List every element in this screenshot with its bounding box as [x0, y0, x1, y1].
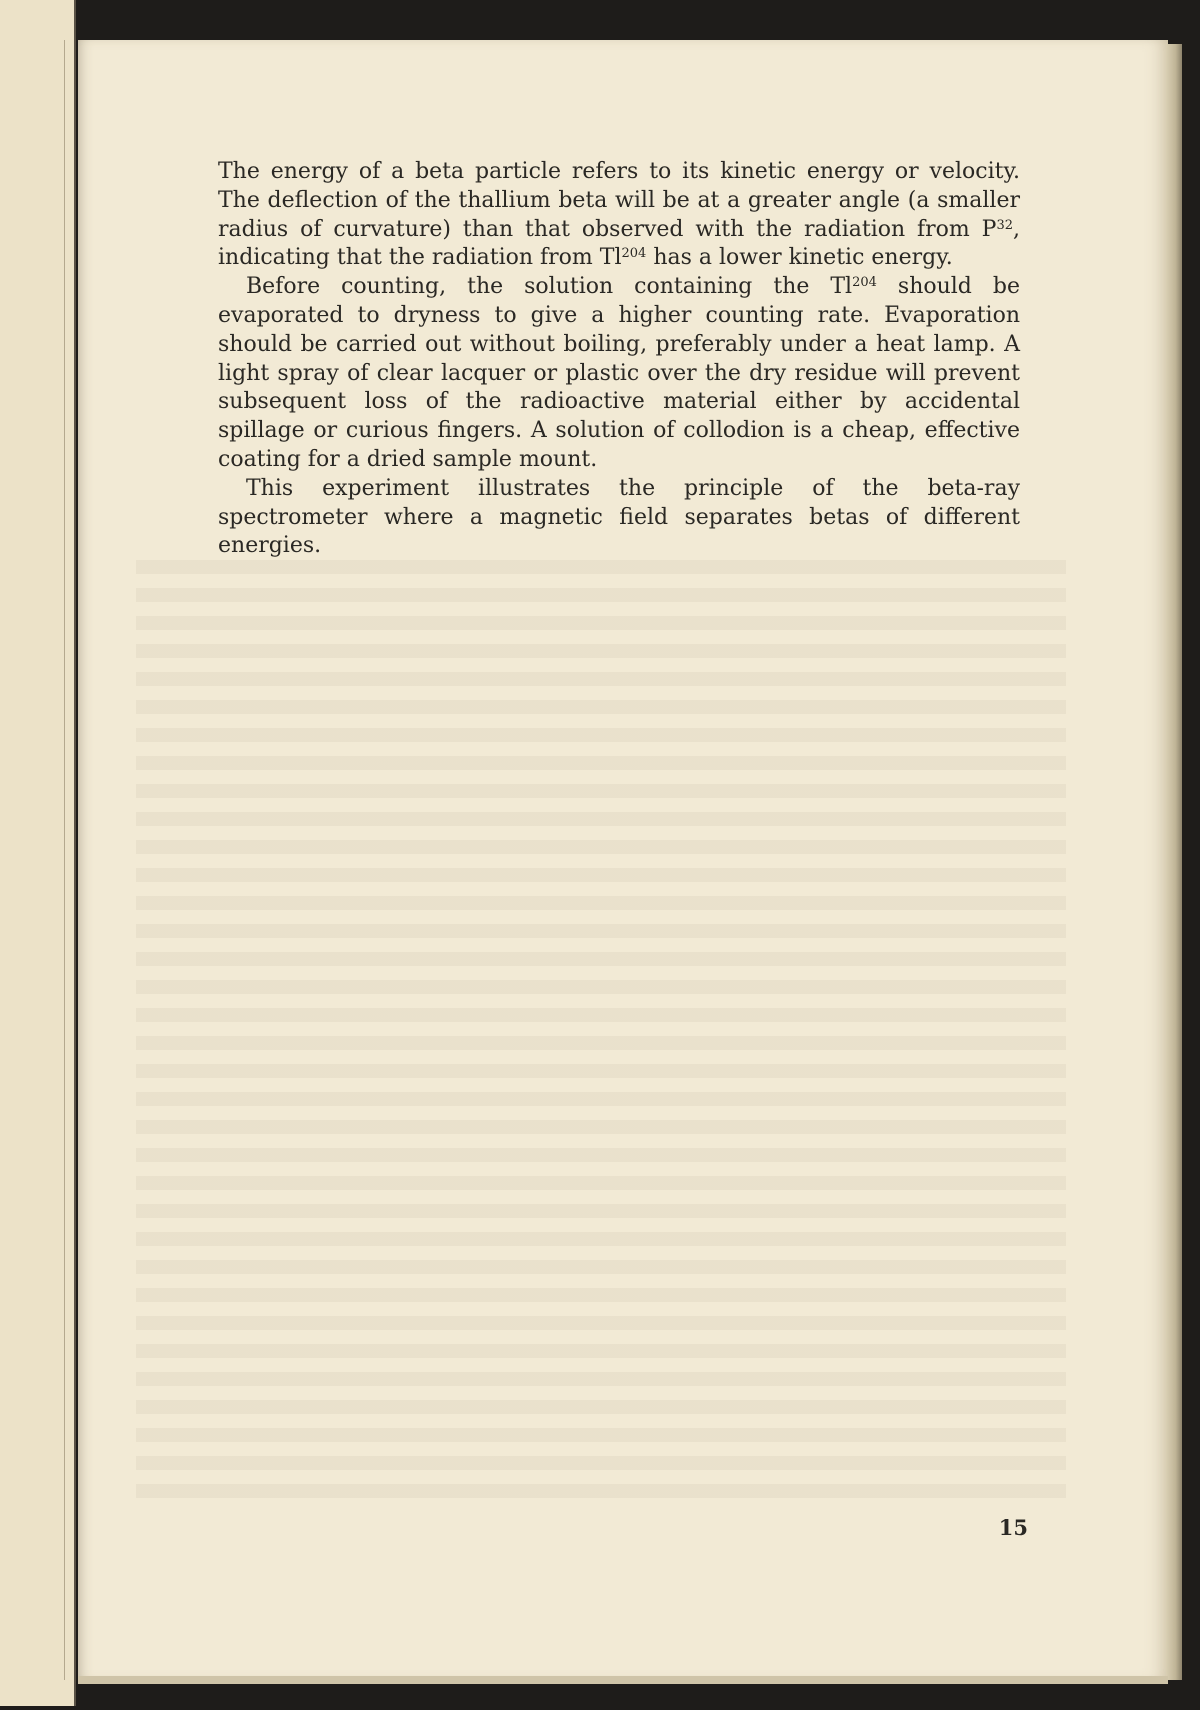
- superscript-tl204: 204: [621, 246, 647, 262]
- superscript-p32: 32: [996, 217, 1013, 233]
- gutter-line: [64, 40, 65, 1680]
- paragraph-1-text-2: , indicating that the radiation from Tl: [218, 216, 1020, 271]
- paragraph-1-text-1: The energy of a beta particle refers to its kinetic energy or velocity. The deflection of the thallium beta will be at a greater angle (a smaller radius of curvature) than that observed with the radiation from P: [218, 159, 1020, 242]
- paragraph-1-text-3: has a lower kinetic energy.: [646, 245, 953, 271]
- body-text: [218, 158, 1020, 561]
- paragraph-1: [218, 158, 1020, 273]
- paragraph-2-text-1: Before counting, the solution containing the Tl: [246, 274, 853, 300]
- page-number: 15: [998, 1515, 1028, 1540]
- paragraph-3-text-1: This experiment illustrates the principle of the beta-ray spectrometer where a magnetic field separates betas of different energies.: [218, 475, 1020, 559]
- page-stack-edge: [1166, 44, 1182, 1680]
- show-through-text: [136, 560, 1066, 1510]
- superscript-tl204: 204: [852, 275, 877, 291]
- paragraph-2-text-2: should be evaporated to dryness to give a higher counting rate. Evaporation should be carried out without boiling, preferably under a heat lamp. A light spray of clear lacquer or plastic over the dry residue will prevent subsequent loss of the radioactive material either by accidental spillage or curious fingers. A solution of collodion is a cheap, effective coating for a dried sample mount.: [218, 274, 1020, 472]
- page-bottom-edge: [78, 1676, 1168, 1684]
- paragraph-2: [218, 273, 1020, 475]
- paragraph-3: [218, 475, 1020, 561]
